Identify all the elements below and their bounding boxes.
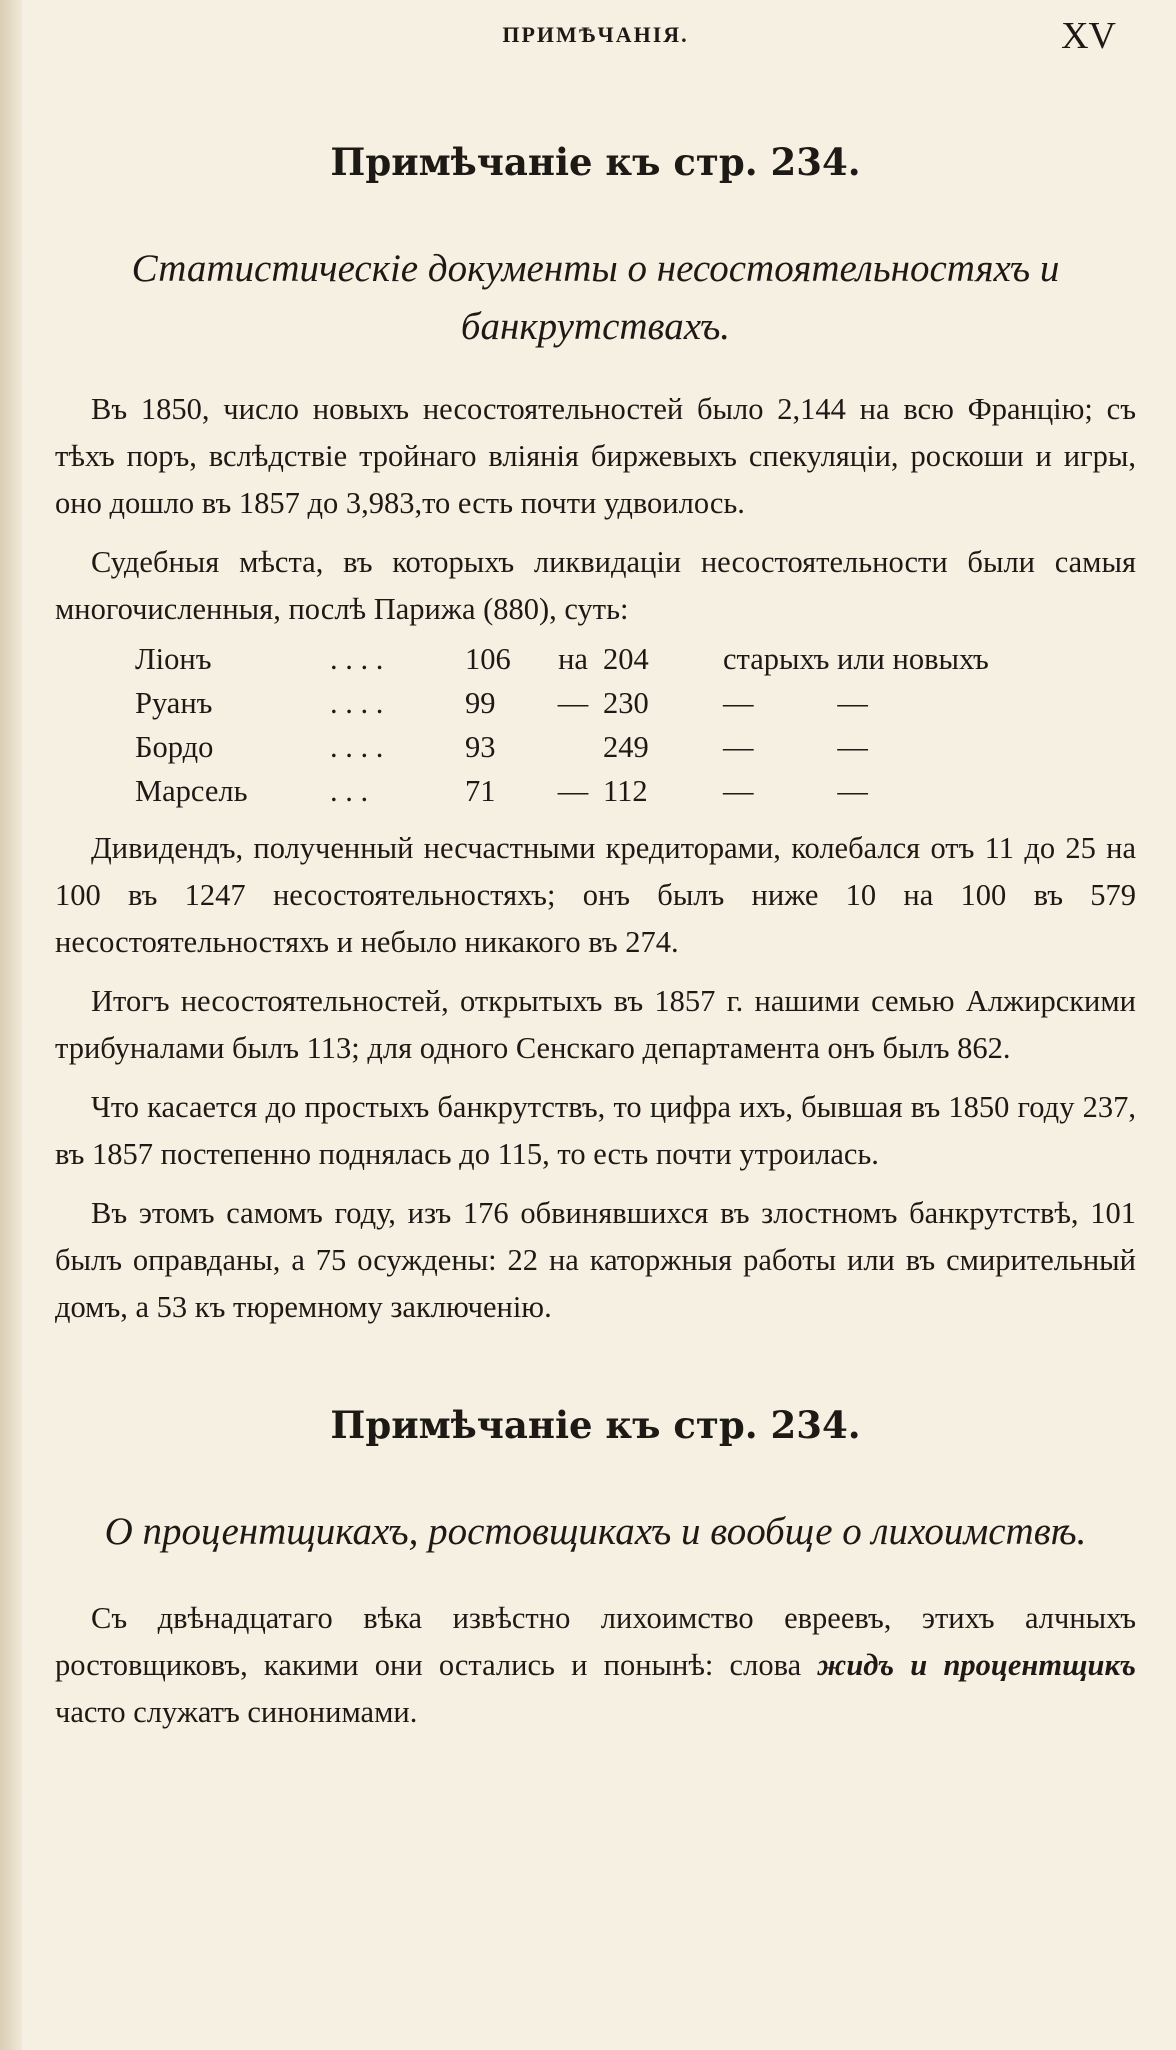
city-table: [135, 637, 1136, 813]
page-header: [55, 14, 1136, 64]
paragraph: Въ этомъ самомъ году, изъ 176 обвинявшихся въ злостномъ банкрутствѣ, 101 былъ оправданы, а 75 осуждены: 22 на каторжныя работы или въ смирительный домъ, а 53 къ тюремному заключенію.: [55, 1196, 1136, 1324]
row-note: — —: [723, 730, 868, 764]
paragraph-text: Съ двѣнадцатаго вѣка извѣстно лихоимство евреевъ, этихъ алчныхъ ростовщиковъ, какими они остались и понынѣ: слова: [55, 1601, 1136, 1682]
table-row: [135, 769, 1136, 813]
row-note: — —: [723, 774, 868, 808]
leader-dots: . . .: [330, 774, 369, 808]
paragraph: [55, 1595, 1136, 1736]
city-name: Руанъ: [135, 686, 213, 720]
paragraph: Итогъ несостоятельностей, открытыхъ въ 1857 г. нашими семью Алжирскими трибуналами былъ 113; для одного Сенскаго департамента онъ былъ 862.: [55, 984, 1136, 1065]
row-note: — —: [723, 686, 868, 720]
count-total: 230: [603, 686, 649, 720]
paragraph: Судебныя мѣста, въ которыхъ ликвидаціи несостоятельности были самыя многочисленныя, послѣ Парижа (880), суть:: [55, 545, 1136, 626]
note-heading: Примѣчаніе къ стр. 234.: [330, 140, 861, 184]
table-row: [135, 725, 1136, 769]
city-name: Ліонъ: [135, 642, 212, 676]
page-body: [55, 140, 1136, 1736]
count-new: 71: [465, 774, 496, 808]
note-heading: Примѣчаніе къ стр. 234.: [330, 1403, 861, 1447]
row-note: старыхъ или новыхъ: [723, 642, 989, 676]
city-name: Бордо: [135, 730, 214, 764]
count-new: 106: [465, 642, 511, 676]
city-name: Марсель: [135, 774, 248, 808]
count-new: 99: [465, 686, 496, 720]
paragraph-text: часто служатъ синонимами.: [55, 1695, 418, 1729]
table-row: [135, 681, 1136, 725]
separator: —: [557, 774, 589, 808]
leader-dots: . . . .: [330, 686, 384, 720]
page-binding-edge: [0, 0, 22, 2050]
count-new: 93: [465, 730, 496, 764]
italic-term: и: [894, 1648, 944, 1682]
note-subtitle: Статистическіе документы о несостоятельностяхъ и банкрутствахъ.: [131, 247, 1060, 348]
italic-term: жидъ: [817, 1648, 895, 1682]
leader-dots: . . . .: [330, 730, 384, 764]
paragraph: Въ 1850, число новыхъ несостоятельностей было 2,144 на всю Францію; съ тѣхъ поръ, вслѣдствіе тройнаго вліянія биржевыхъ спекуляціи, роскоши и игры, оно дошло въ 1857 до 3,983,то есть почти удвоилось.: [55, 392, 1136, 520]
count-total: 112: [603, 774, 648, 808]
page-number: XV: [1061, 15, 1116, 57]
separator: —: [557, 686, 589, 720]
leader-dots: . . . .: [330, 642, 384, 676]
count-total: 249: [603, 730, 649, 764]
running-head: ПРИМѢЧАНІЯ.: [502, 22, 689, 47]
table-row: [135, 637, 1136, 681]
italic-term: процентщикъ: [943, 1648, 1136, 1682]
count-total: 204: [603, 642, 649, 676]
paragraph: Дивидендъ, полученный несчастными кредиторами, колебался отъ 11 до 25 на 100 въ 1247 несостоятельностяхъ; онъ былъ ниже 10 на 100 въ 579 несостоятельностяхъ и небыло никакого въ 274.: [55, 831, 1136, 959]
separator: [543, 725, 603, 769]
note-subtitle: О процентщикахъ, ростовщикахъ и вообще о лихоимствѣ.: [104, 1510, 1087, 1553]
separator: на: [558, 642, 588, 676]
paragraph: Что касается до простыхъ банкрутствъ, то цифра ихъ, бывшая въ 1850 году 237, въ 1857 постепенно поднялась до 115, то есть почти утроилась.: [55, 1090, 1136, 1171]
